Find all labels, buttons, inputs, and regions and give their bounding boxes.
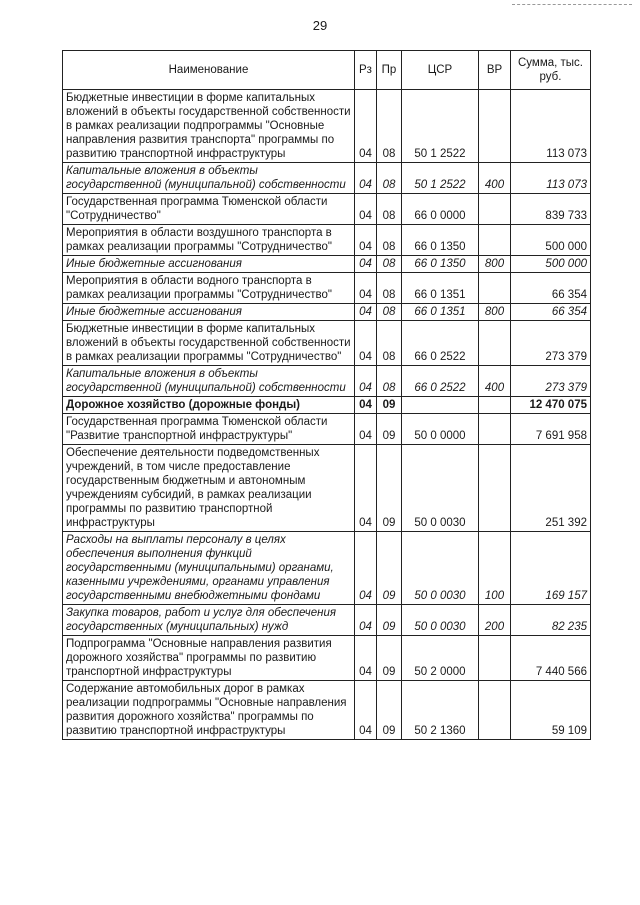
header-name: Наименование [63, 51, 355, 90]
cell-pr: 09 [377, 532, 402, 605]
cell-vr [479, 273, 511, 304]
cell-sum: 273 379 [511, 366, 591, 397]
cell-sum: 113 073 [511, 163, 591, 194]
cell-rz: 04 [355, 681, 377, 740]
table-row [63, 366, 591, 397]
cell-name: Расходы на выплаты персоналу в целях обеспечения выполнения функций государственными (муниципальными) органами, казенными учреждениями, органами управления государственными внебюджетными фондами [63, 532, 355, 605]
cell-rz: 04 [355, 532, 377, 605]
cell-vr [479, 321, 511, 366]
cell-name: Мероприятия в области водного транспорта в рамках реализации программы "Сотрудничество" [63, 273, 355, 304]
table-row [63, 681, 591, 740]
cell-name: Мероприятия в области воздушного транспорта в рамках реализации программы "Сотрудничество" [63, 225, 355, 256]
cell-rz: 04 [355, 304, 377, 321]
table-row [63, 605, 591, 636]
table-row [63, 636, 591, 681]
cell-sum: 169 157 [511, 532, 591, 605]
cell-csr [402, 397, 479, 414]
cell-name: Дорожное хозяйство (дорожные фонды) [63, 397, 355, 414]
cell-csr: 50 1 2522 [402, 163, 479, 194]
cell-rz: 04 [355, 90, 377, 163]
table-row [63, 321, 591, 366]
header-vr: ВР [479, 51, 511, 90]
cell-csr: 50 0 0030 [402, 605, 479, 636]
cell-name: Бюджетные инвестиции в форме капитальных вложений в объекты государственной собственности в рамках реализации программы "Сотрудничество" [63, 321, 355, 366]
cell-vr [479, 445, 511, 532]
cell-rz: 04 [355, 163, 377, 194]
table-row [63, 445, 591, 532]
table-row [63, 90, 591, 163]
cell-vr [479, 397, 511, 414]
page-number: 29 [312, 18, 328, 33]
cell-csr: 66 0 1351 [402, 304, 479, 321]
table-row [63, 304, 591, 321]
cell-sum: 66 354 [511, 304, 591, 321]
cell-csr: 66 0 0000 [402, 194, 479, 225]
cell-pr: 08 [377, 321, 402, 366]
cell-name: Бюджетные инвестиции в форме капитальных вложений в объекты государственной собственности в рамках реализации подпрограммы "Основные направления развития транспорта" программы по развитию транспортной инфраструктуры [63, 90, 355, 163]
cell-rz: 04 [355, 445, 377, 532]
table-row [63, 194, 591, 225]
cell-name: Закупка товаров, работ и услуг для обеспечения государственных (муниципальных) нужд [63, 605, 355, 636]
cell-name: Подпрограмма "Основные направления развития дорожного хозяйства" программы по развитию транспортной инфраструктуры [63, 636, 355, 681]
budget-table [62, 50, 591, 740]
cell-vr [479, 414, 511, 445]
cell-sum: 273 379 [511, 321, 591, 366]
cell-vr [479, 636, 511, 681]
cell-rz: 04 [355, 225, 377, 256]
cell-csr: 50 1 2522 [402, 90, 479, 163]
cell-sum: 66 354 [511, 273, 591, 304]
cell-name: Государственная программа Тюменской области "Развитие транспортной инфраструктуры" [63, 414, 355, 445]
cell-rz: 04 [355, 414, 377, 445]
cell-name: Капитальные вложения в объекты государственной (муниципальной) собственности [63, 366, 355, 397]
cell-pr: 08 [377, 163, 402, 194]
cell-pr: 08 [377, 194, 402, 225]
cell-vr [479, 225, 511, 256]
cell-vr [479, 194, 511, 225]
cell-name: Иные бюджетные ассигнования [63, 304, 355, 321]
cell-vr: 400 [479, 163, 511, 194]
cell-csr: 50 2 0000 [402, 636, 479, 681]
cell-sum: 251 392 [511, 445, 591, 532]
cell-name: Обеспечение деятельности подведомственных учреждений, в том числе предоставление государственным бюджетным и автономным учреждениям субсидий, в рамках реализации программы по развитию транспортной инфраструктуры [63, 445, 355, 532]
cell-sum: 500 000 [511, 256, 591, 273]
cell-pr: 08 [377, 256, 402, 273]
cell-rz: 04 [355, 397, 377, 414]
header-pr: Пр [377, 51, 402, 90]
cell-sum: 12 470 075 [511, 397, 591, 414]
cell-name: Государственная программа Тюменской области "Сотрудничество" [63, 194, 355, 225]
cell-csr: 50 2 1360 [402, 681, 479, 740]
cell-name: Капитальные вложения в объекты государственной (муниципальной) собственности [63, 163, 355, 194]
cell-pr: 08 [377, 90, 402, 163]
cell-vr: 100 [479, 532, 511, 605]
cell-vr [479, 681, 511, 740]
header-rz: Рз [355, 51, 377, 90]
cell-pr: 08 [377, 273, 402, 304]
cell-pr: 09 [377, 445, 402, 532]
cell-sum: 59 109 [511, 681, 591, 740]
table-row [63, 256, 591, 273]
table-row [63, 532, 591, 605]
cell-rz: 04 [355, 605, 377, 636]
cell-sum: 839 733 [511, 194, 591, 225]
cell-csr: 66 0 2522 [402, 366, 479, 397]
cell-sum: 500 000 [511, 225, 591, 256]
cell-csr: 66 0 1351 [402, 273, 479, 304]
cell-name: Содержание автомобильных дорог в рамках реализации подпрограммы "Основные направления развития дорожного хозяйства" программы по развитию транспортной инфраструктуры [63, 681, 355, 740]
cell-csr: 50 0 0030 [402, 532, 479, 605]
cell-pr: 08 [377, 366, 402, 397]
cell-rz: 04 [355, 636, 377, 681]
table-row [63, 414, 591, 445]
cell-vr: 200 [479, 605, 511, 636]
cell-sum: 82 235 [511, 605, 591, 636]
cell-csr: 50 0 0030 [402, 445, 479, 532]
table-row [63, 225, 591, 256]
cell-vr: 800 [479, 256, 511, 273]
cell-csr: 50 0 0000 [402, 414, 479, 445]
cell-sum: 113 073 [511, 90, 591, 163]
header-sum: Сумма, тыс. руб. [511, 51, 591, 90]
cell-csr: 66 0 1350 [402, 225, 479, 256]
cell-name: Иные бюджетные ассигнования [63, 256, 355, 273]
cell-pr: 09 [377, 605, 402, 636]
cell-rz: 04 [355, 194, 377, 225]
cell-rz: 04 [355, 256, 377, 273]
cell-pr: 09 [377, 681, 402, 740]
cell-rz: 04 [355, 273, 377, 304]
table-header-row [63, 51, 591, 90]
table-row [63, 273, 591, 304]
cell-pr: 09 [377, 414, 402, 445]
cell-sum: 7 691 958 [511, 414, 591, 445]
cell-pr: 09 [377, 636, 402, 681]
cell-pr: 09 [377, 397, 402, 414]
scan-artifact-line [512, 4, 632, 6]
table-row [63, 163, 591, 194]
cell-csr: 66 0 1350 [402, 256, 479, 273]
cell-rz: 04 [355, 321, 377, 366]
cell-vr [479, 90, 511, 163]
cell-sum: 7 440 566 [511, 636, 591, 681]
header-csr: ЦСР [402, 51, 479, 90]
table-row [63, 397, 591, 414]
cell-vr: 800 [479, 304, 511, 321]
cell-pr: 08 [377, 225, 402, 256]
cell-vr: 400 [479, 366, 511, 397]
cell-rz: 04 [355, 366, 377, 397]
cell-csr: 66 0 2522 [402, 321, 479, 366]
cell-pr: 08 [377, 304, 402, 321]
